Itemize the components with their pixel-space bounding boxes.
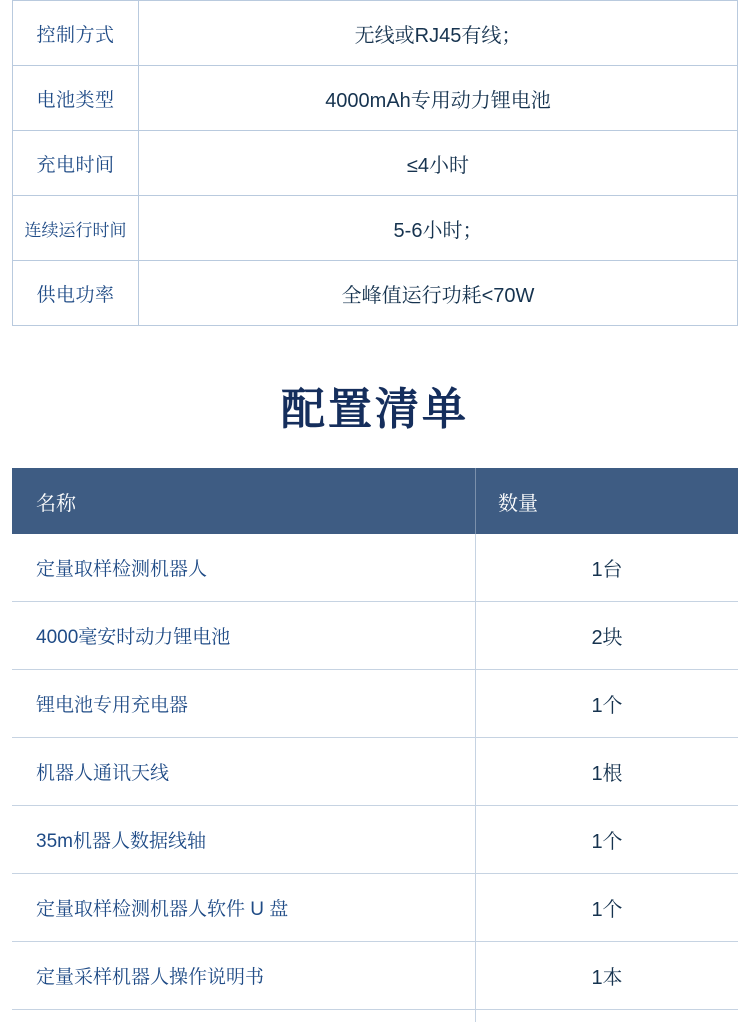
spec-value-cell: 无线或RJ45有线；: [139, 1, 738, 66]
table-row: [13, 66, 738, 131]
page-title: 配置清单: [281, 385, 469, 434]
spec-value-cell: 4000mAh专用动力锂电池: [139, 66, 738, 131]
table-row: [12, 874, 738, 942]
item-name-cell: 定量取样检测机器人软件 U 盘: [12, 874, 476, 942]
item-name-cell: 4000毫安时动力锂电池: [12, 602, 476, 670]
table-row: [12, 534, 738, 602]
item-name-cell: 定量采样机器人操作说明书: [12, 942, 476, 1010]
table-row: [12, 602, 738, 670]
column-header-quantity: 数量: [476, 468, 739, 534]
item-quantity-cell: 1个: [476, 806, 739, 874]
table-row: [12, 942, 738, 1010]
item-quantity-cell: 2块: [476, 602, 739, 670]
spec-value-cell: 5-6小时；: [139, 196, 738, 261]
item-name-cell-partial: [12, 1010, 476, 1023]
item-name-cell: 35m机器人数据线轴: [12, 806, 476, 874]
spec-value-cell: ≤4小时: [139, 131, 738, 196]
spec-label-cell: 供电功率: [13, 261, 139, 326]
specification-table: [12, 0, 738, 326]
configuration-table-head: [12, 468, 738, 534]
spec-label-cell: 充电时间: [13, 131, 139, 196]
item-name-cell: 锂电池专用充电器: [12, 670, 476, 738]
item-quantity-cell: 1根: [476, 738, 739, 806]
column-header-name: 名称: [12, 468, 476, 534]
configuration-table-body: [12, 534, 738, 1022]
item-name-cell: 机器人通讯天线: [12, 738, 476, 806]
table-row: [13, 131, 738, 196]
item-quantity-cell: 1个: [476, 874, 739, 942]
table-row: [13, 261, 738, 326]
item-quantity-cell: 1台: [476, 534, 739, 602]
spec-label-cell: 连续运行时间: [13, 196, 139, 261]
table-row: [12, 806, 738, 874]
item-quantity-cell: 1个: [476, 670, 739, 738]
item-name-cell: 定量取样检测机器人: [12, 534, 476, 602]
spec-label-cell: 控制方式: [13, 1, 139, 66]
spec-value-cell: 全峰值运行功耗<70W: [139, 261, 738, 326]
specification-table-body: [13, 1, 738, 326]
table-row: [13, 1, 738, 66]
configuration-list-table: [12, 468, 738, 1022]
item-quantity-cell: 1本: [476, 942, 739, 1010]
table-row: [12, 738, 738, 806]
table-row: [13, 196, 738, 261]
table-row: [12, 670, 738, 738]
table-row-partial: [12, 1010, 738, 1023]
spec-label-cell: 电池类型: [13, 66, 139, 131]
item-quantity-cell-partial: [476, 1010, 739, 1023]
table-header-row: [12, 468, 738, 534]
